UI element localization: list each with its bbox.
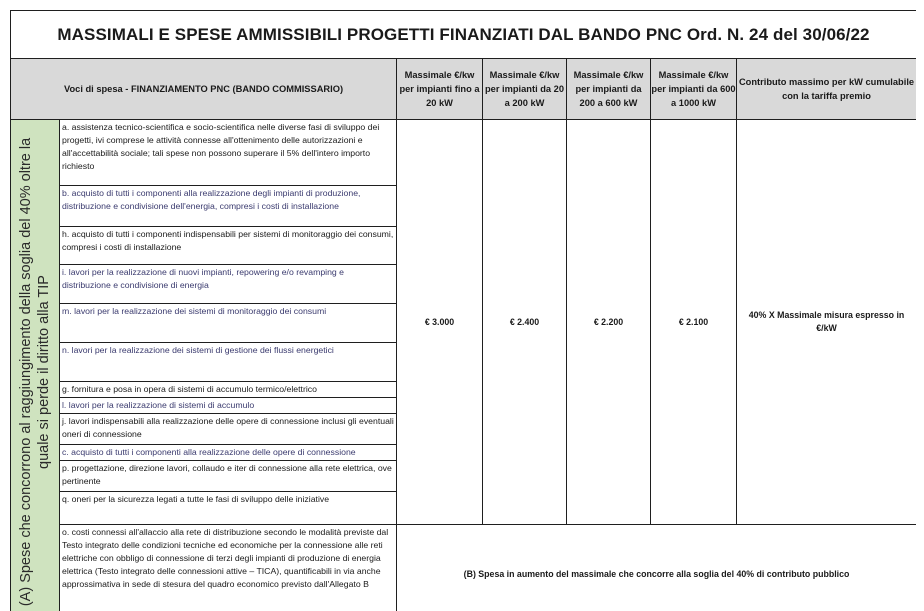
header-voci: Voci di spesa - FINANZIAMENTO PNC (BANDO COMMISSARIO) [11,59,397,120]
header-massimale-20: Massimale €/kw per impianti fino a 20 kW [397,59,483,120]
list-item: i. lavori per la realizzazione di nuovi impianti, repowering e/o revamping e distribuzione e condivisione di energia [60,265,397,304]
value-fino-20: € 3.000 [397,120,483,525]
sidebar-label: (A) Spese che concorrono al raggiungimento della soglia del 40% oltre la quale si perde il diritto alla TIP [18,137,52,607]
list-item: l. lavori per la realizzazione di sistemi di accumulo [60,398,397,414]
list-item: n. lavori per la realizzazione dei sistemi di gestione dei flussi energetici [60,343,397,382]
list-item: h. acquisto di tutti i componenti indispensabili per sistemi di monitoraggio dei consumi, compresi i costi di installazione [60,227,397,265]
value-600-1000: € 2.100 [651,120,737,525]
list-item: m. lavori per la realizzazione dei sistemi di monitoraggio dei consumi [60,304,397,343]
list-item: g. fornitura e posa in opera di sistemi di accumulo termico/elettrico [60,382,397,398]
header-massimale-200: Massimale €/kw per impianti da 20 a 200 kW [483,59,567,120]
value-20-200: € 2.400 [483,120,567,525]
table-title: MASSIMALI E SPESE AMMISSIBILI PROGETTI FINANZIATI DAL BANDO PNC Ord. N. 24 del 30/06/22 [11,11,917,59]
list-item: o. costi connessi all'allaccio alla rete di distribuzione secondo le modalità previste dal Testo integrato delle condizioni tecniche ed economiche per la connessione alle reti elettriche con obbligo di connessione di terzi degli impianti di produzione di energia elettrica (Testo integrato delle connessioni attive – TICA), quantificabili in via anche approssimativa in sede di stesura del quadro economico previsto dall'Allegato B [60,525,397,611]
header-massimale-600: Massimale €/kw per impianti da 200 a 600 kW [567,59,651,120]
spreadsheet [10,10,916,611]
sidebar-cell [11,120,60,611]
list-item: c. acquisto di tutti i componenti alla realizzazione delle opere di connessione [60,445,397,461]
header-massimale-1000: Massimale €/kw per impianti da 600 a 1000 kW [651,59,737,120]
list-item: j. lavori indispensabili alla realizzazione delle opere di connessione inclusi gli eventuali oneri di connessione [60,414,397,445]
list-item: a. assistenza tecnico-scientifica e socio-scientifica nelle diverse fasi di sviluppo dei progetti, ivi comprese le attività connesse all'ottenimento delle autorizzazioni e all'accettabilità sociale; tali spese non possono superare il 5% dell'intero importo richiesto [60,120,397,186]
list-item: q. oneri per la sicurezza legati a tutte le fasi di sviluppo delle iniziative [60,492,397,525]
header-contributo: Contributo massimo per kW cumulabile con la tariffa premio [737,59,917,120]
contributo-value: 40% X Massimale misura espresso in €/kW [737,120,917,525]
list-item: b. acquisto di tutti i componenti alla realizzazione degli impianti di produzione, distribuzione e condivisione dell'energia, compresi i costi di installazione [60,186,397,227]
note-b: (B) Spesa in aumento del massimale che concorre alla soglia del 40% di contributo pubblico [397,525,917,611]
expenses-table [10,10,916,611]
list-item: p. progettazione, direzione lavori, collaudo e iter di connessione alla rete elettrica, ove pertinente [60,461,397,492]
value-200-600: € 2.200 [567,120,651,525]
